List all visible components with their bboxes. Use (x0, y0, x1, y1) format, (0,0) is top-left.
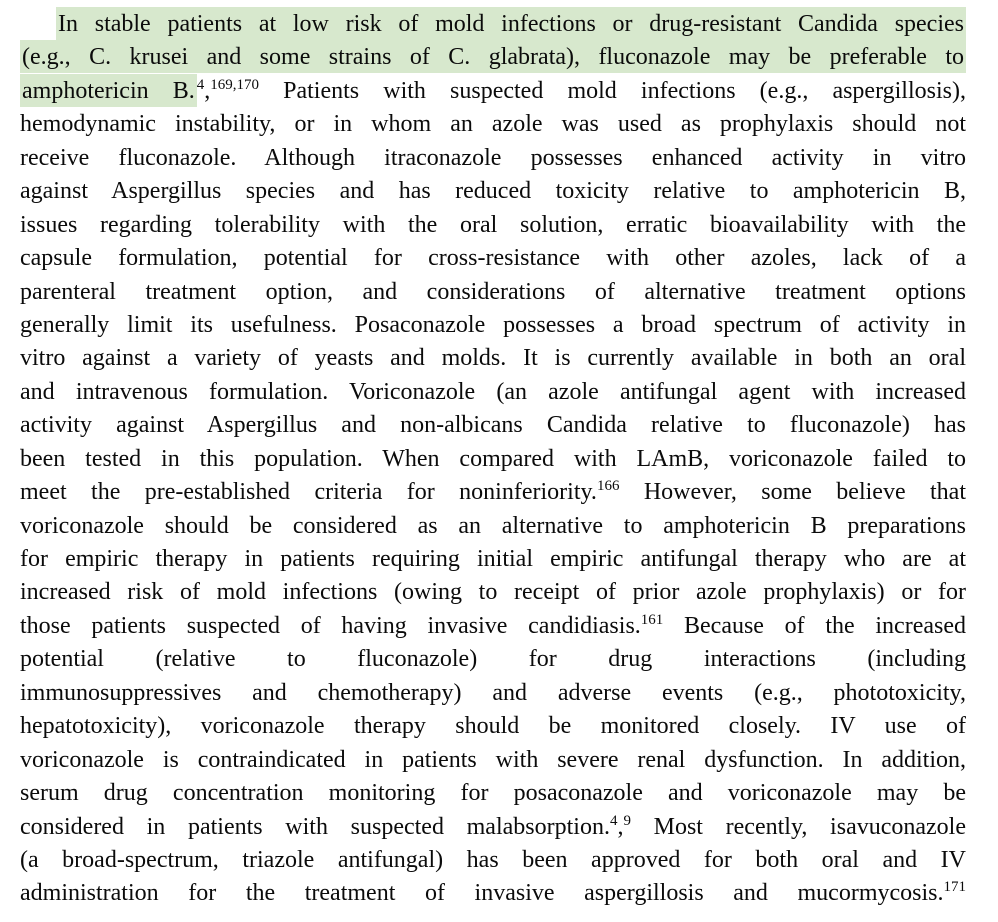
text-run: voriconazole should be considered as an alternative to amphotericin B preparations (20, 512, 966, 539)
text-run: meet the pre-established criteria for noninferiority. (20, 479, 597, 506)
text-run: (a broad-spectrum, triazole antifungal) has been approved for both oral and IV (20, 846, 966, 873)
text-line (20, 576, 966, 609)
text-line (20, 443, 966, 476)
text-run: , (617, 813, 624, 840)
text-run: Patients with suspected mold infections (e.g., aspergillosis), (259, 77, 966, 104)
text-line (20, 75, 966, 108)
text-run: those patients suspected of having invasive candidiasis. (20, 612, 641, 639)
text-line (20, 376, 966, 409)
text-run: considered in patients with suspected malabsorption. (20, 813, 610, 840)
text-line (20, 510, 966, 543)
text-run: serum drug concentration monitoring for posaconazole and voriconazole may be (20, 780, 966, 807)
citation-superscript: 4 (609, 812, 618, 829)
text-line (20, 610, 966, 643)
text-line (20, 108, 966, 141)
text-line (20, 309, 966, 342)
citation-superscript: 166 (596, 478, 620, 495)
text-run: receive fluconazole. Although itraconazole possesses enhanced activity in vitro (20, 144, 966, 171)
text-run: increased risk of mold infections (owing to receipt of prior azole prophylaxis) or for (20, 579, 966, 606)
paragraph (20, 8, 966, 911)
text-line (20, 142, 966, 175)
text-line (20, 242, 966, 275)
text-line (20, 710, 966, 743)
text-run: However, some believe that (619, 479, 966, 506)
citation-superscript: 4 (196, 76, 205, 93)
text-run: activity against Aspergillus and non-albicans Candida relative to fluconazole) has (20, 412, 966, 439)
text-line (20, 543, 966, 576)
highlighted-text: In stable patients at low risk of mold infections or drug-resistant Candida species (56, 7, 966, 40)
text-run: Because of the increased (663, 612, 967, 639)
text-line (20, 209, 966, 242)
text-run: hepatotoxicity), voriconazole therapy should be monitored closely. IV use of (20, 713, 966, 740)
text-line (20, 777, 966, 810)
text-line (20, 476, 966, 509)
text-run: Most recently, isavuconazole (630, 813, 966, 840)
text-run: administration for the treatment of invasive aspergillosis and mucormycosis. (20, 880, 944, 907)
highlighted-text: (e.g., C. krusei and some strains of C. glabrata), fluconazole may be preferable to (20, 40, 966, 73)
text-line (20, 342, 966, 375)
text-run: hemodynamic instability, or in whom an azole was used as prophylaxis should not (20, 111, 966, 138)
highlighted-text: amphotericin B. (20, 74, 197, 107)
text-run: for empiric therapy in patients requiring initial empiric antifungal therapy who are at (20, 546, 966, 572)
text-line (20, 744, 966, 777)
citation-superscript: 169,170 (210, 76, 259, 93)
text-line (20, 175, 966, 208)
text-run: generally limit its usefulness. Posaconazole possesses a broad spectrum of activity in (20, 311, 966, 338)
text-line (20, 643, 966, 676)
text-run: potential (relative to fluconazole) for drug interactions (including (20, 646, 966, 673)
text-run: been tested in this population. When compared with LAmB, voriconazole failed to (20, 445, 966, 472)
text-run: against Aspergillus species and has reduced toxicity relative to amphotericin B, (20, 178, 966, 205)
text-line (20, 844, 966, 877)
text-line (20, 276, 966, 309)
text-line (20, 41, 966, 74)
text-line (20, 409, 966, 442)
text-run: capsule formulation, potential for cross-resistance with other azoles, lack of a (20, 245, 966, 272)
text-line (20, 811, 966, 844)
text-run: , (204, 77, 211, 104)
citation-superscript: 9 (623, 812, 631, 829)
text-line (20, 677, 966, 710)
text-run: immunosuppressives and chemotherapy) and adverse events (e.g., phototoxicity, (20, 679, 966, 706)
text-run: voriconazole is contraindicated in patients with severe renal dysfunction. In addition, (20, 746, 966, 773)
text-line (20, 877, 966, 910)
text-line (20, 8, 966, 41)
text-run: and intravenous formulation. Voriconazole (an azole antifungal agent with increased (20, 378, 966, 405)
citation-superscript: 171 (943, 879, 966, 896)
text-run: vitro against a variety of yeasts and molds. It is currently available in both an oral (20, 345, 966, 372)
text-run: parenteral treatment option, and considerations of alternative treatment options (20, 278, 966, 305)
text-run: issues regarding tolerability with the oral solution, erratic bioavailability with the (20, 211, 966, 238)
citation-superscript: 161 (640, 611, 664, 628)
